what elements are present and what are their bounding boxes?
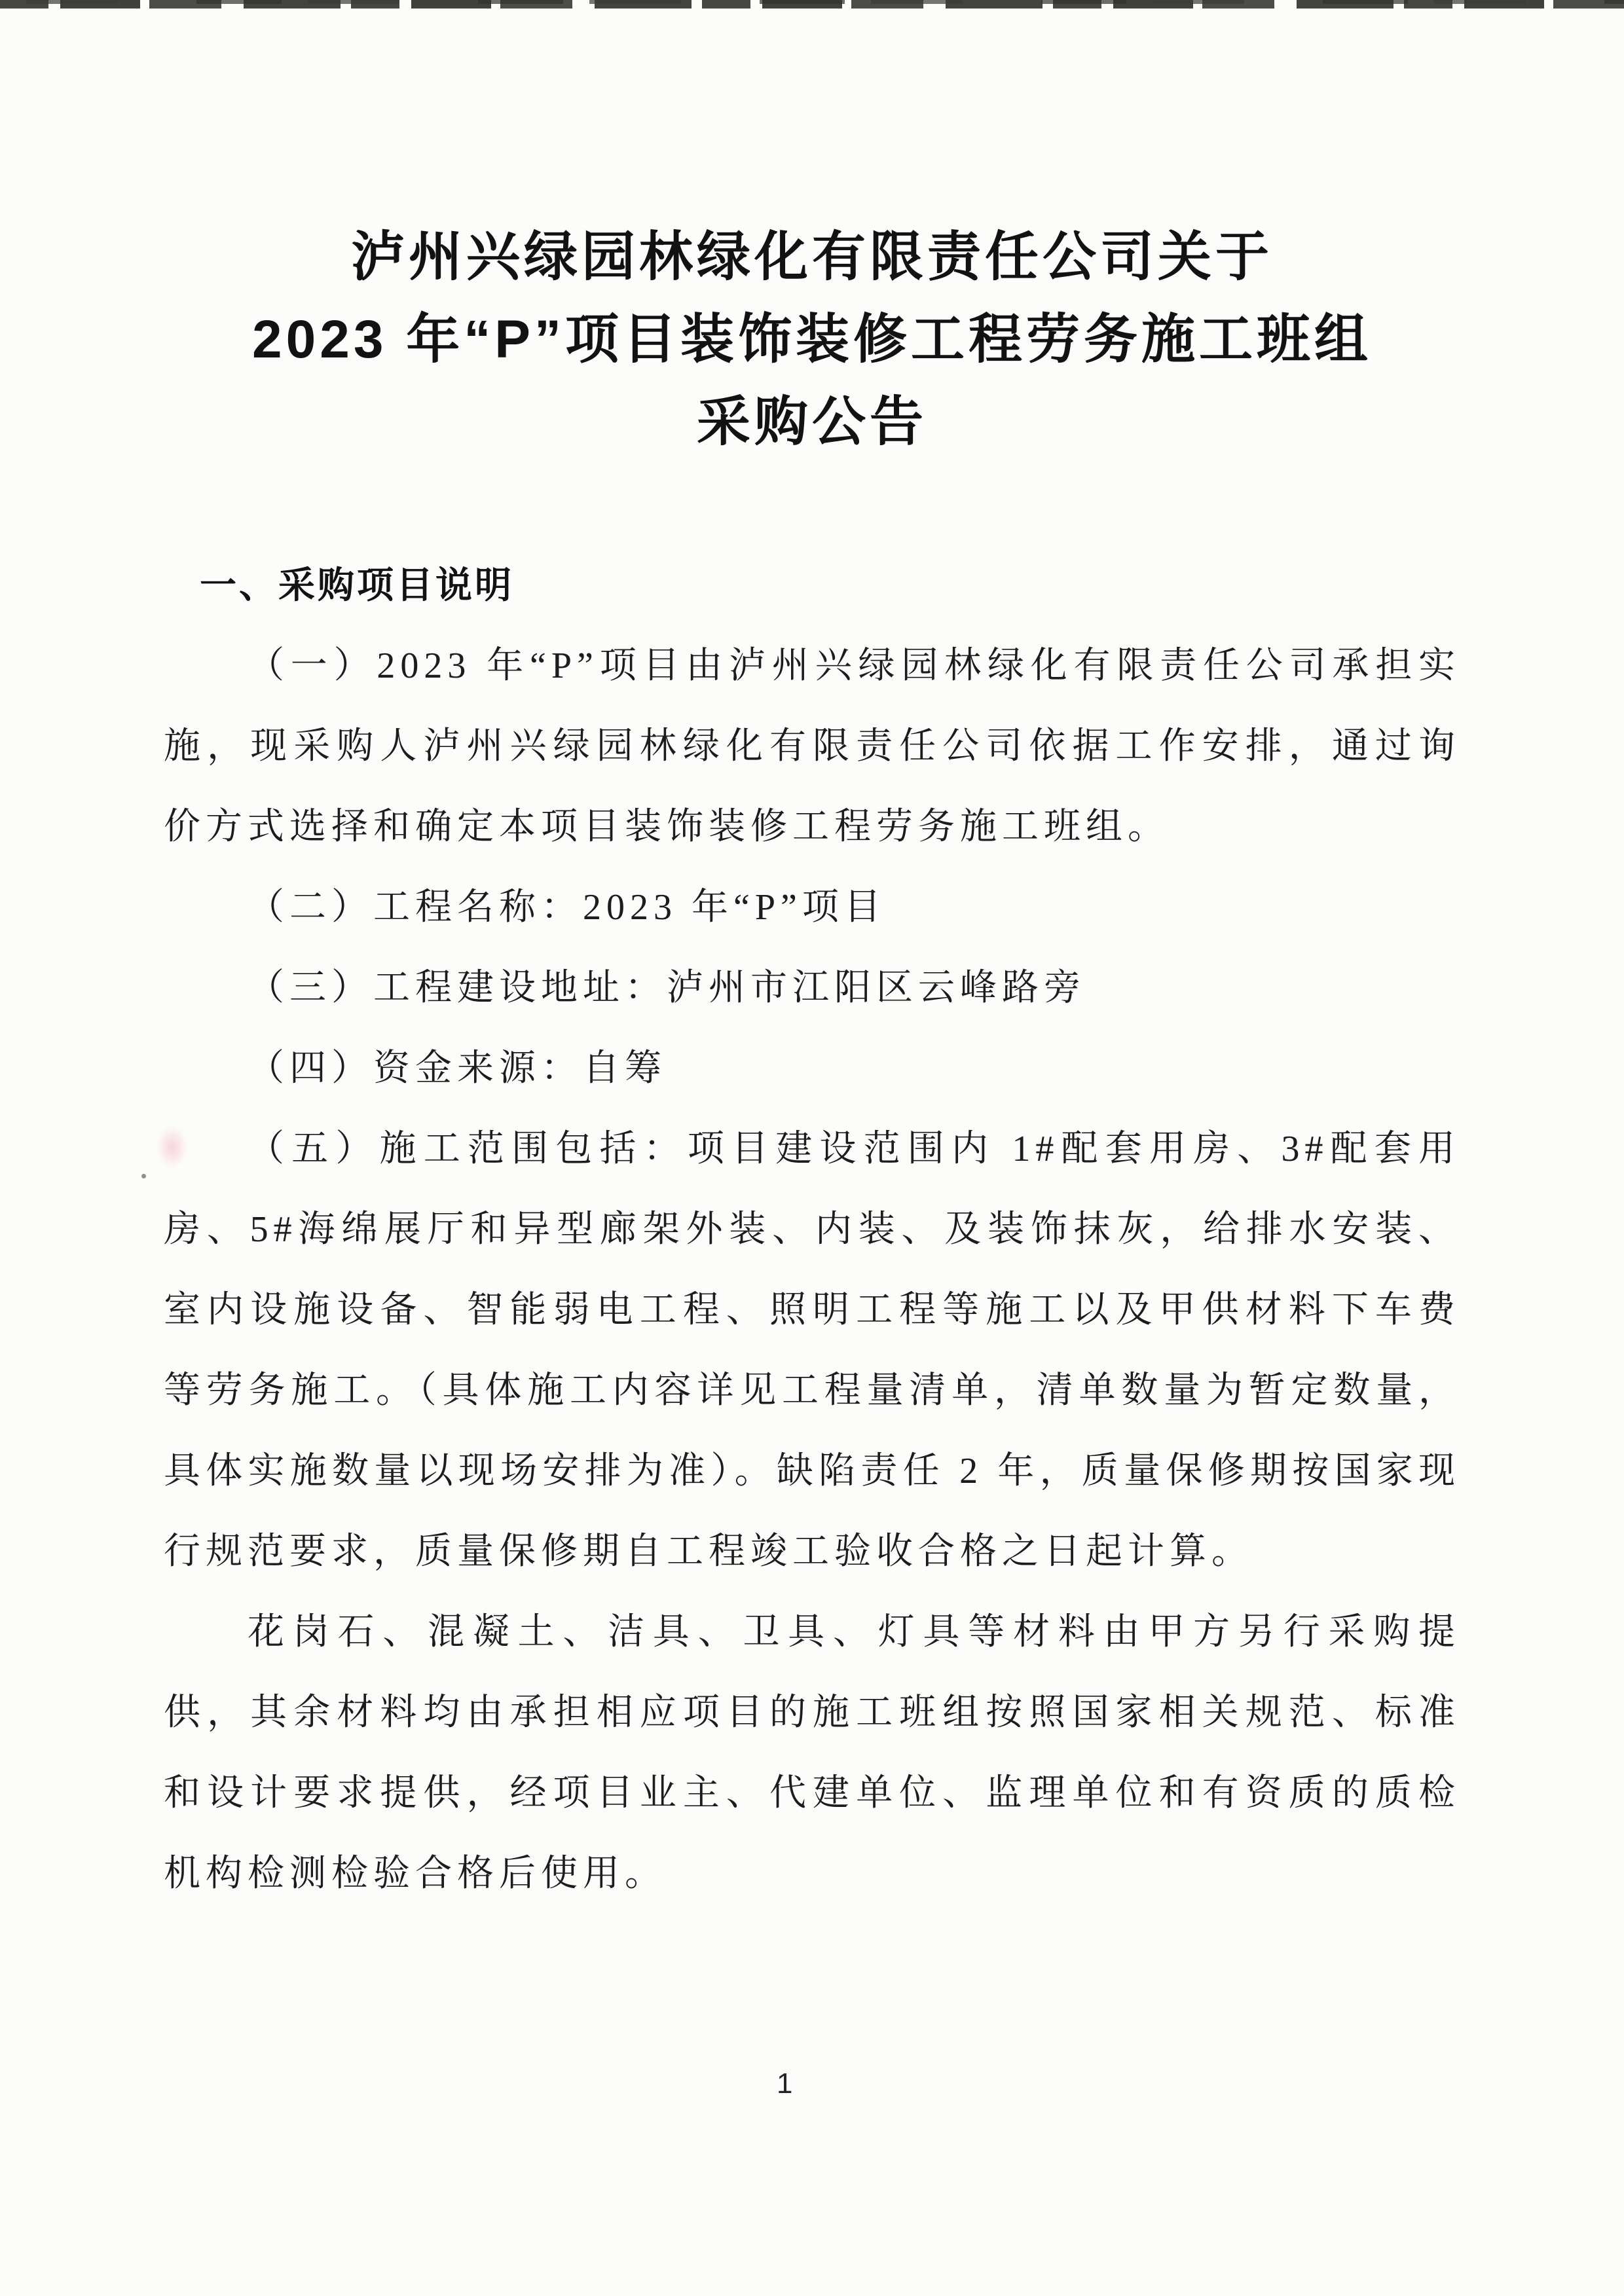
paragraph-item-5-construction-scope: （五）施工范围包括：项目建设范围内 1#配套用房、3#配套用房、5#海绵展厅和异型廊架外装、内装、及装饰抹灰，给排水安装、室内设施设备、智能弱电工程、照明工程等施工以及甲供材料下车费等劳务施工。（具体施工内容详见工程量清单，清单数量为暂定数量，具体实施数量以现场安排为准）。缺陷责任 2 年，质量保修期按国家现行规范要求，质量保修期自工程竣工验收合格之日起计算。 xyxy=(164,1129,1460,1572)
title-line-3: 采购公告 xyxy=(696,392,927,452)
section-heading-procurement-description: 一、采购项目说明 xyxy=(200,564,514,606)
scan-pink-smudge xyxy=(157,1126,187,1168)
paragraph-item-3-construction-address: （三）工程建设地址：泸州市江阳区云峰路旁 xyxy=(248,968,1086,1008)
paragraph-item-2-project-name: （二）工程名称：2023 年“P”项目 xyxy=(248,887,886,928)
title-line-1: 泸州兴绿园林绿化有限责任公司关于 xyxy=(350,227,1273,287)
page-number: 1 xyxy=(777,2068,793,2100)
scan-speck xyxy=(141,1174,146,1178)
paragraph-materials-provision: 花岗石、混凝土、洁具、卫具、灯具等材料由甲方另行采购提供，其余材料均由承担相应项目的施工班组按照国家相关规范、标准和设计要求提供，经项目业主、代建单位、监理单位和有资质的质检机构检测检验合格后使用。 xyxy=(164,1612,1460,1894)
paragraph-item-1-project-undertaker: （一）2023 年“P”项目由泸州兴绿园林绿化有限责任公司承担实施，现采购人泸州兴绿园林绿化有限责任公司依据工作安排，通过询价方式选择和确定本项目装饰装修工程劳务施工班组。 xyxy=(164,646,1460,847)
document-content xyxy=(164,0,1460,1914)
paragraph-item-4-funding-source: （四）资金来源：自筹 xyxy=(248,1048,667,1089)
title-line-2: 2023 年“P”项目装饰装修工程劳务施工班组 xyxy=(252,310,1372,369)
document-title xyxy=(164,216,1460,464)
